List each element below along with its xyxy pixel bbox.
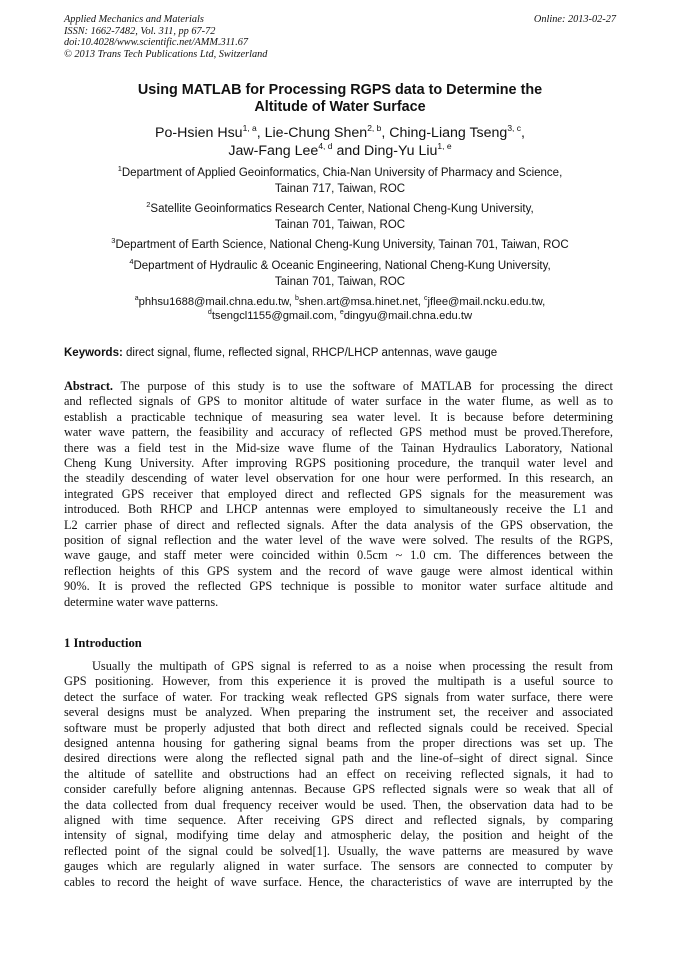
author-name: and Ding-Yu Liu: [332, 143, 438, 159]
paper-title: [64, 82, 616, 116]
email-sup: c: [424, 295, 428, 302]
abstract-line: water wave pattern, the feasibility and accuracy of reflected GPS method must be proved.Therefore,: [64, 425, 613, 440]
author-row-2: [64, 142, 616, 160]
intro-line: the data collected from dual frequency receiver would be used. Then, the observation data had to be: [64, 797, 613, 812]
abstract-line: the steadily descending of water level observation for one hour were performed. In this research, an: [64, 471, 613, 486]
email-row-1: [64, 295, 616, 309]
email-sup: a: [134, 295, 139, 302]
introduction-text: [64, 659, 613, 890]
affiliation-text: Department of Applied Geoinformatics, Chia-Nan University of Pharmacy and Science,: [121, 167, 563, 179]
affiliation-line-2: Tainan 701, Taiwan, ROC: [274, 275, 406, 288]
author-emails: [64, 295, 616, 323]
author-sup: 3, c: [507, 123, 522, 133]
email-address: jflee@mail.ncku.edu.tw,: [427, 296, 546, 308]
affiliation-sup: 4: [129, 257, 134, 266]
title-line-2: Altitude of Water Surface: [254, 99, 426, 115]
intro-line: Usually the multipath of GPS signal is referred to as a noise when processing the result from: [92, 659, 613, 673]
intro-line: cables to record the height of wave surface. Hence, the characteristics of wave are interrupted by the: [64, 874, 613, 889]
affiliation-line: [64, 166, 616, 182]
abstract-line: determine water wave patterns.: [64, 594, 219, 609]
keywords: [64, 346, 624, 360]
email-address: dingyu@mail.chna.edu.tw: [343, 310, 473, 322]
abstract-line: reflection heights of this GPS system and the record of wave gauge were almost identical within: [64, 563, 613, 578]
intro-line: the altitude of satellite and obstructions had an effect on receiving reflected signals, it had to: [64, 766, 613, 781]
intro-line: reflected point of the signal could be solved[1]. Usually, the wave patterns are measured by wave: [64, 843, 613, 858]
intro-line: designed antenna housing for gathering signal beams from the proper directions was set up. The: [64, 736, 613, 751]
author-sup: 1, e: [437, 141, 452, 151]
online-date: Online: 2013-02-27: [533, 14, 616, 25]
author-sup: 4, d: [318, 141, 333, 151]
intro-line: consider carefully before aligning antennas. Because GPS reflected signals were so weak that all of: [64, 782, 613, 797]
author-name: Jaw-Fang Lee: [228, 143, 319, 159]
abstract-line: Cheng Kung University. After improving RGPS positioning procedure, the tranquil water level and: [64, 456, 613, 471]
abstract: [64, 379, 613, 610]
keywords-text: direct signal, flume, reflected signal, RHCP/LHCP antennas, wave gauge: [122, 347, 498, 359]
affiliation-sup: 2: [146, 200, 151, 209]
abstract-line: establish a practicable technique of measuring sea water level. It is because before determining: [64, 409, 613, 424]
affiliation-sup: 3: [111, 236, 116, 245]
abstract-line: position of signal reflection and the water level of the wave were solved. The results of the RGPS,: [64, 533, 613, 548]
author-list: [64, 124, 616, 160]
email-address: shen.art@msa.hinet.net,: [298, 296, 425, 308]
abstract-line: L2 carrier phase of direct and reflected signals. After the data analysis of the GPS observation, the: [64, 517, 613, 532]
affiliation-2: [64, 202, 616, 233]
abstract-line: 90%. It is proved the reflected GPS technique is possible to monitor water surface altitude and: [64, 579, 613, 594]
abstract-line: and reflected signals of GPS to monitor altitude of water surface in the water flume, as well as to: [64, 394, 613, 409]
email-sup: d: [207, 309, 212, 316]
affiliation-line-2: Tainan 717, Taiwan, ROC: [274, 182, 406, 195]
abstract-line: integrated GPS receiver that employed direct and reflected GPS signals for the measurement was: [64, 486, 613, 501]
intro-line: several designs must be analyzed. When preparing the instrument set, the receiver and associated: [64, 705, 613, 720]
email-row-2: [64, 309, 616, 323]
email-address: tsengcl1155@gmail.com,: [211, 310, 340, 322]
copyright-line: © 2013 Trans Tech Publications Ltd, Switzerland: [64, 48, 268, 60]
abstract-line: there was a field test in the Mid-size wave flume of the Tainan Hydraulics Laboratory, National: [64, 440, 613, 455]
affiliation-4: [64, 259, 616, 290]
author-row-1: [64, 124, 616, 142]
keywords-label: Keywords:: [64, 347, 123, 359]
abstract-line: [64, 379, 613, 394]
intro-line: GPS positioning. However, from this experience it is proved the multipath is a useful source to: [64, 674, 613, 689]
author-name: , Lie-Chung Shen: [256, 125, 368, 141]
intro-line: detect the surface of water. For tracking weak reflected GPS signals from water surface, there were: [64, 689, 613, 704]
title-line-1: Using MATLAB for Processing RGPS data to Determine the: [137, 82, 543, 98]
email-sup: b: [294, 295, 299, 302]
intro-line: gauges which are regularly aligned in water surface. The sensors are connected to computer by: [64, 859, 613, 874]
author-comma: ,: [521, 125, 525, 141]
journal-name: Applied Mechanics and Materials: [64, 14, 204, 25]
affiliation-sup: 1: [117, 164, 122, 173]
affiliation-line-2: Tainan 701, Taiwan, ROC: [274, 218, 406, 231]
issn-line: ISSN: 1662-7482, Vol. 311, pp 67-72: [64, 25, 216, 37]
journal-header: [64, 14, 616, 60]
intro-line: software must be properly adjusted that both direct and reflected signals could be received. Special: [64, 720, 613, 735]
author-sup: 1, a: [242, 123, 257, 133]
email-sup: e: [339, 309, 344, 316]
abstract-text: The purpose of this study is to use the software of MATLAB for processing the direct: [113, 379, 613, 393]
abstract-line: wave gauge, and staff meter were coincided within 0.5cm ~ 1.0 cm. The differences between the: [64, 548, 613, 563]
affiliation-3: [64, 238, 616, 254]
affiliation-text: Department of Earth Science, National Cheng-Kung University, Tainan 701, Taiwan, ROC: [115, 239, 569, 251]
author-name: Po-Hsien Hsu: [155, 125, 243, 141]
affiliation-1: [64, 166, 616, 197]
intro-line: aligned with time sequence. After receiving GPS direct and reflected signals, by comparing: [64, 813, 613, 828]
intro-line: desired directions were along the reflected signal path and the line-of–sight of direct signal. Since: [64, 751, 613, 766]
doi-line: doi:10.4028/www.scientific.net/AMM.311.67: [64, 37, 249, 49]
abstract-line: introduced. Both RHCP and LHCP antennas were employed to simultaneously receive the L1 and: [64, 502, 613, 517]
affiliation-line: [64, 259, 616, 275]
author-name: , Ching-Liang Tseng: [381, 125, 508, 141]
section-heading: 1 Introduction: [64, 636, 142, 650]
affiliation-line: [64, 202, 616, 218]
affiliation-text: Department of Hydraulic & Oceanic Engineering, National Cheng-Kung University,: [133, 260, 551, 272]
affiliation-line: [64, 238, 616, 254]
affiliation-text: Satellite Geoinformatics Research Center, National Cheng-Kung University,: [150, 203, 534, 215]
abstract-label: Abstract.: [64, 379, 114, 393]
author-sup: 2, b: [367, 123, 382, 133]
email-address: phhsu1688@mail.chna.edu.tw,: [138, 296, 295, 308]
intro-line: intensity of signal, modifying time delay and atmospheric delay, the position and height of the: [64, 828, 613, 843]
